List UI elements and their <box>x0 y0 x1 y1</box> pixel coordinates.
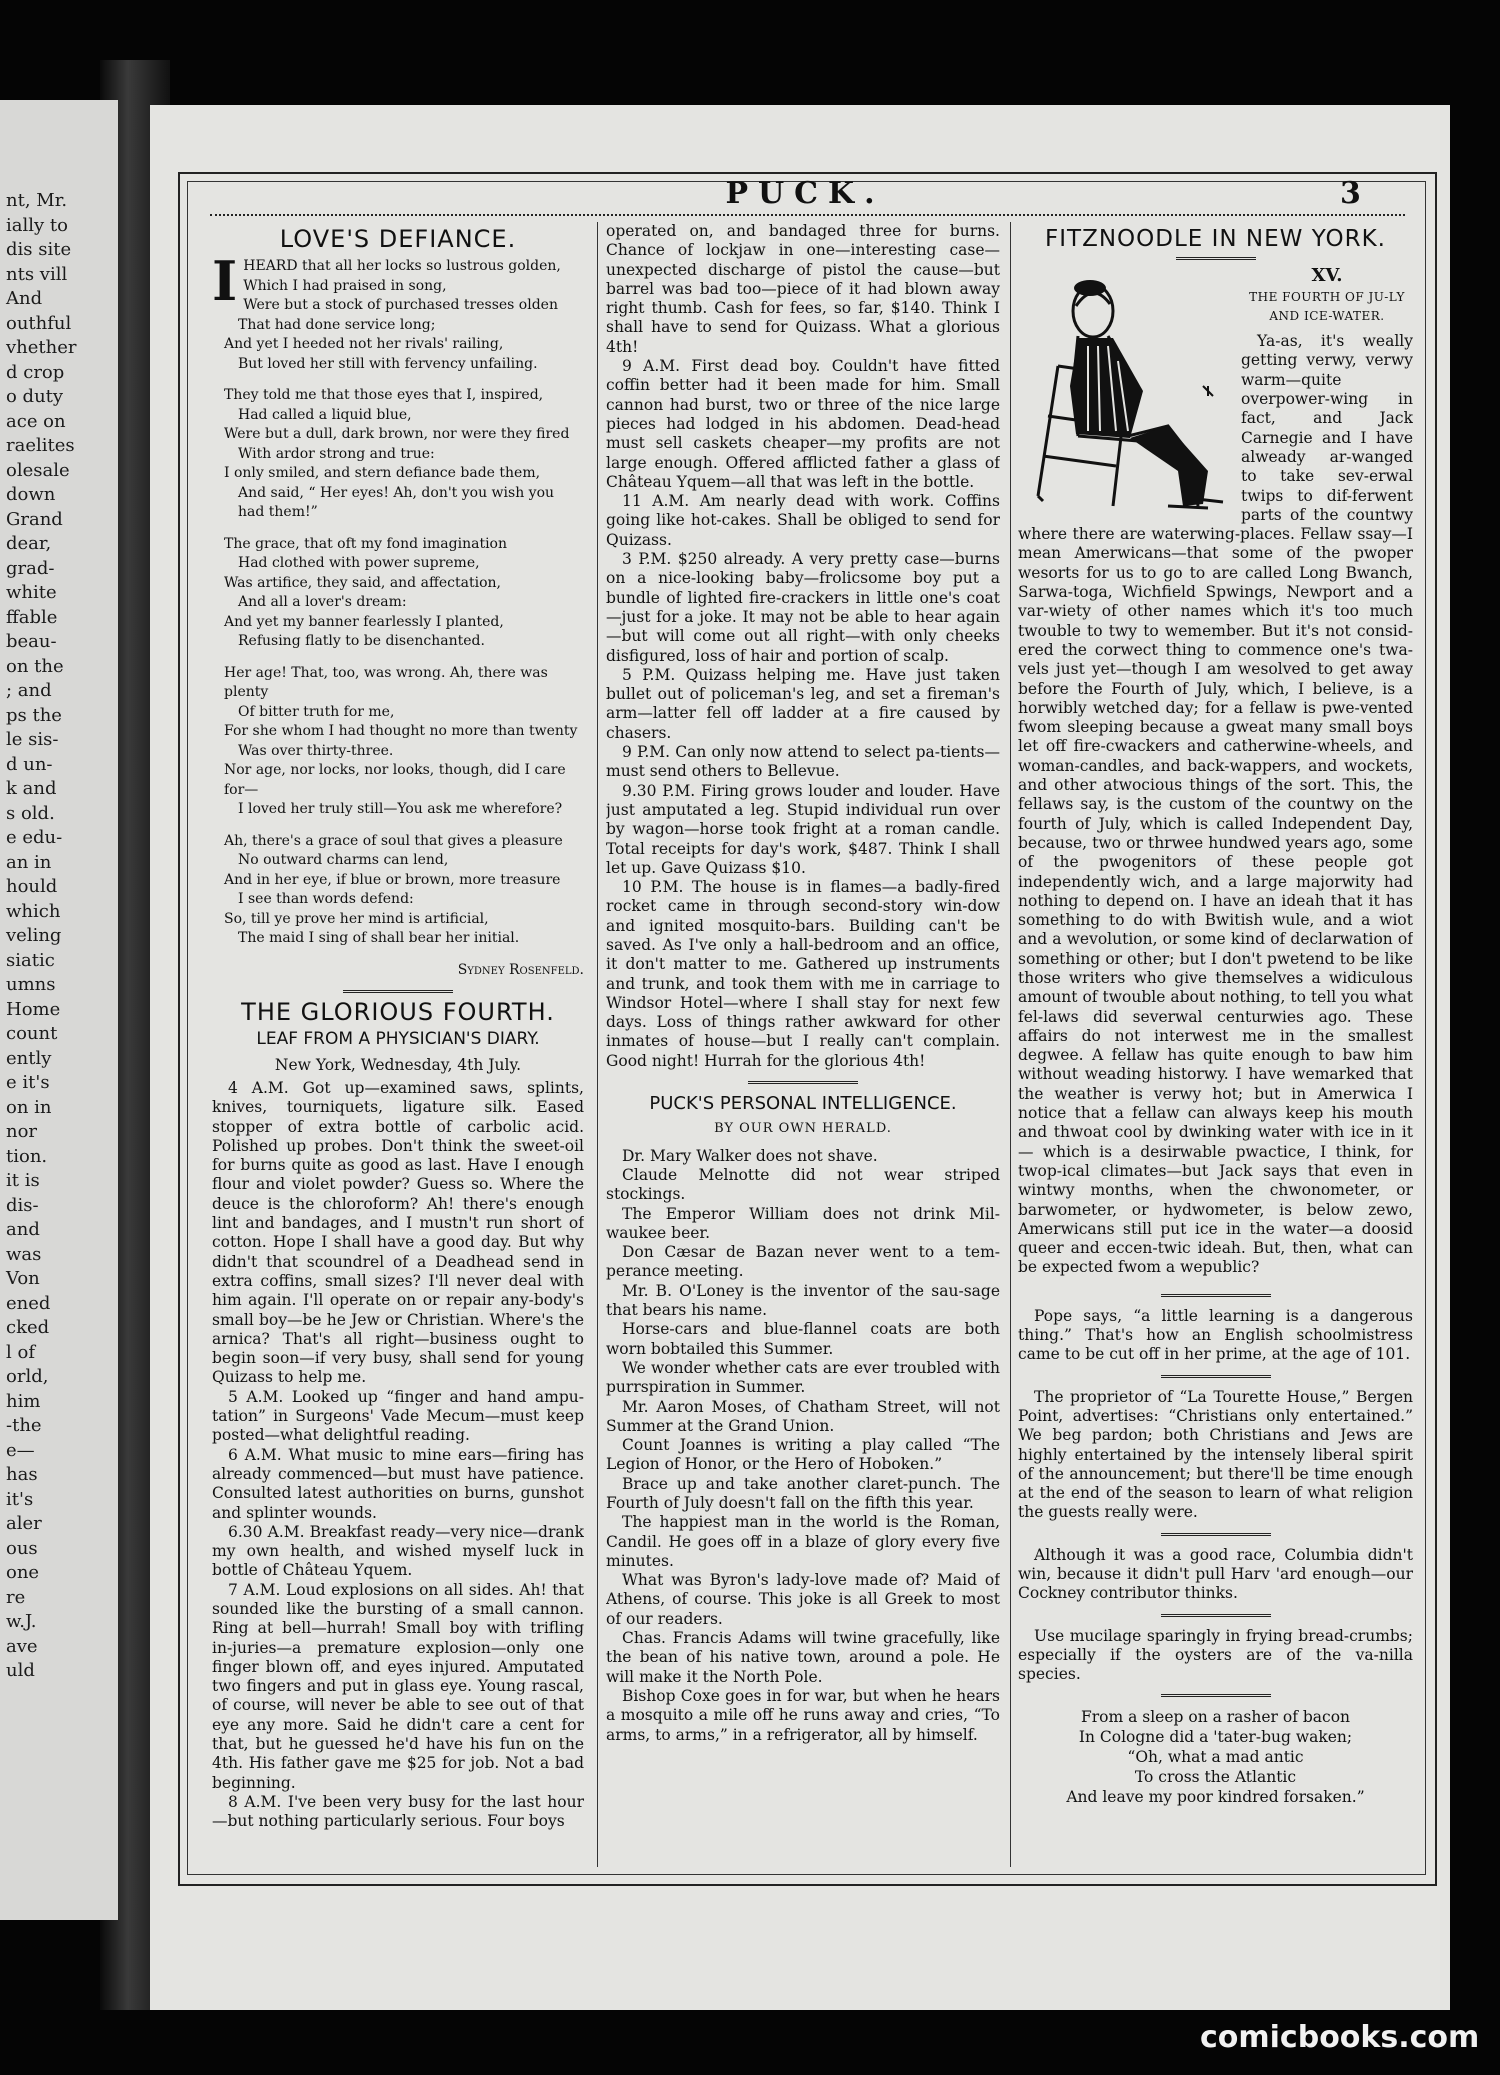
facing-page-text: aler <box>6 1513 42 1534</box>
poem-line: They told me that those eyes that I, inspired, <box>224 387 544 404</box>
personal-item: What was Byron's lady-love made of? Maid of Athens, of course. This joke is all Greek to most of our readers. <box>606 1571 1000 1628</box>
facing-page-text: Von <box>6 1268 40 1289</box>
column-3 <box>1018 222 1413 1867</box>
verse-line: From a sleep on a rasher of bacon <box>1080 1708 1351 1727</box>
poem-line: Was over thirty-three. <box>238 742 394 759</box>
diary-continued <box>606 222 1000 1071</box>
chapter-subhead: THE FOURTH OF JU-LY AND ICE-WATER. <box>1249 289 1405 323</box>
article-body: Ya-as, it's weally getting verwy, verwy warm—quite overpower-wing in fact, and Jack Carnegie and I have alweady ar-wanged to take sev-erwal twips to dif-ferwent parts of the countwy where there are waterwing-places. Fellaw ssay—I mean Amerwicans—that some of the pwoper wesorts for us to go to are called Long Bwanch, Sarwa-toga, Wichfield Spwings, Newport and a var-wiety of other names which it's too much twouble to twy to wemember. But it's not consid-ered the corwect thing to commence one's twa-vels just yet—though I am wesolved to get away before the Fourth of July, which, I believe, is a horwibly wetched day; for a fellaw is pwe-vented fwom sleeping because a gweat many small boys let off fire-cwackers and catherwine-wheels, and woman-candles, and back-wappers, and wockets, and other atwocious things of the sort. This, the fellaws say, is the custom of the countwy on the fourth of July, which is called Independent Day, because, two or thrwee hundwed years ago, some of the pwogenitors of these people got independently wich, and a large majorwity had nothing to depend on. I have an ideah that it has something to do with Bwitish wule, and a wiot and a wevolution, or some kind of declarwation of something or other; but I don't pwetend to be like those writers who give themselves a widiculous amount of twouble about nothing, to tell you what fel-laws did severwal centurwies ago. These affairs do not interwest me in the smallest degwee. A fellaw has quite enough to baw him without weading historwy. I have wemarked that the weather is verwy hot; but in Amerwica I notice that a fellaw can always keep his mouth and thwoat cool by dwinking water with ice in it— which is a desirwable pwactice, I think, for twop-ical climates—but Jack says that even in wintwy months, when the chwonometer, or barwometer, or hydwometer, is below zewo, Amerwicans still put ice in the water—a doosid queer and eccen-twic ideah. But, then, what can be expected fwom a wepublic? <box>1018 332 1413 1277</box>
diary-entry: 8 A.M. I've been very busy for the last hour—but nothing particularly serious. Four boys <box>212 1792 584 1831</box>
facing-page-text: an in <box>6 851 52 873</box>
personal-item: Horse-cars and blue-flannel coats are both worn bobtailed this Summer. <box>606 1320 1000 1358</box>
facing-page-text: le sis- <box>6 729 59 750</box>
separator <box>1176 257 1256 260</box>
facing-page-text: -the <box>6 1415 42 1436</box>
poem-line: Which I had praised in song, <box>243 277 447 294</box>
poem-line: Refusing flatly to be disenchanted. <box>238 633 485 650</box>
diary-entries <box>212 1079 584 1832</box>
masthead: PUCK. <box>725 176 885 211</box>
poem-line: Were but a stock of purchased tresses olden <box>243 297 558 314</box>
separator <box>1161 1614 1271 1617</box>
fitznoodle-illustration <box>1018 266 1233 516</box>
column-rule <box>597 222 598 1867</box>
facing-page-text: it's <box>6 1488 34 1510</box>
diary-entry: 11 A.M. Am nearly dead with work. Coffins going like hot-cakes. Shall be obliged to send for Quizass. <box>606 492 1000 549</box>
poem-line: But loved her still with fervency unfailing. <box>238 355 538 372</box>
facing-page-text: has <box>6 1464 38 1485</box>
diary-entry: 6.30 A.M. Breakfast ready—very nice—drank my own health, and wished myself luck in bottle of Château Yquem. <box>212 1522 584 1580</box>
diary-entry: 3 P.M. $250 already. A very pretty case—burns on a nice-looking baby—frolicsome boy put a bundle of lighted fire-crackers in little one's coat—just for a joke. It may not be able to hear again—but will come out all right—with only cheeks disfigured, loss of hair and portion of scalp. <box>606 550 1000 665</box>
personal-item: Brace up and take another claret-punch. The Fourth of July doesn't fall on the fifth this year. <box>606 1474 1000 1512</box>
poem-line: That had done service long; <box>238 316 436 333</box>
masthead-rule <box>210 214 1405 216</box>
diary-entry: operated on, and bandaged three for burns. Chance of lockjaw in one—interesting case—unexpected discharge of pistol the cause—but barrel was bad too—piece of it had blown away right thumb. Cash for fees, so far, $140. Think I shall have to send for Quizass. What a glorious 4th! <box>606 222 1000 356</box>
verse-line: And leave my poor kindred forsaken.” <box>1066 1788 1365 1807</box>
facing-page-text: siatic <box>6 949 55 971</box>
facing-page-text: w.J. <box>6 1611 37 1632</box>
facing-page-text: down <box>6 484 56 505</box>
facing-page-text: which <box>6 900 61 922</box>
facing-page-text: e it's <box>6 1072 50 1093</box>
poem-stanza <box>212 832 584 949</box>
facing-page-text: e edu- <box>6 827 63 848</box>
column-rule <box>1010 222 1011 1867</box>
facing-page-text: vhether <box>6 337 77 358</box>
separator <box>343 990 453 993</box>
poem-stanza <box>212 249 584 374</box>
section-title: PUCK'S PERSONAL INTELLIGENCE. <box>649 1093 957 1115</box>
facing-page-fragment <box>0 100 118 1920</box>
facing-page-text: ently <box>6 1047 52 1069</box>
facing-page-text: cked <box>6 1317 50 1338</box>
facing-page-text: him <box>6 1390 41 1412</box>
poem-stanza <box>212 664 584 820</box>
facing-page-text: olesale <box>6 459 70 481</box>
page-number: 3 <box>1340 176 1361 211</box>
poem-line: No outward charms can lend, <box>238 852 449 869</box>
poem <box>212 249 584 949</box>
poem-line: And said, “ Her eyes! Ah, don't you wish you had them!” <box>238 484 555 521</box>
poem-line: Of bitter truth for me, <box>238 703 395 720</box>
chapter-number: XV. <box>1311 265 1343 287</box>
personal-items <box>606 1147 1000 1745</box>
facing-page-text: count <box>6 1023 58 1044</box>
poem-stanza <box>212 386 584 523</box>
poem-line: And in her eye, if blue or brown, more treasure <box>224 871 561 888</box>
facing-page-text: nts vill <box>6 263 68 285</box>
facing-page-text: ially to <box>6 214 68 236</box>
diary-entry: 5 A.M. Looked up “finger and hand ampu-tation” in Surgeons' Vade Mecum—must keep posted—what delightful reading. <box>212 1387 584 1445</box>
poem-line: The maid I sing of shall bear her initial. <box>238 930 520 947</box>
paragraph: Although it was a good race, Columbia didn't win, because it didn't pull Harv 'ard enough—our Cockney contributor thinks. <box>1018 1545 1413 1603</box>
facing-page-text: re <box>6 1586 26 1608</box>
personal-item: Mr. B. O'Loney is the inventor of the sau-sage that bears his name. <box>606 1281 1000 1320</box>
poem-line: Nor age, nor locks, nor looks, though, did I care for— <box>224 762 566 798</box>
poem-line: With ardor strong and true: <box>238 445 435 462</box>
diary-entry: 7 A.M. Loud explosions on all sides. Ah! that sounded like the bursting of a small cannon. Ring at bell—hurrah! Small boy with trifling in-juries—a premature explosion—only one finger blown off, and eyes injured. Amputated two fingers and put in glass eye. Young rascal, of course, will never be able to see out of that eye any more. Said he didn't care a cent for that, but he guessed he'd have his fun on the 4th. His father gave me $25 for job. Not a bad beginning. <box>212 1580 584 1792</box>
dateline: New York, Wednesday, 4th July. <box>274 1055 522 1074</box>
facing-page-text: s old. <box>6 802 55 824</box>
facing-page-text: grad- <box>6 557 55 579</box>
facing-page-text: d un- <box>6 753 53 775</box>
poem-line: I only smiled, and stern defiance bade them, <box>224 465 541 482</box>
diary-entry: 5 P.M. Quizass helping me. Have just taken bullet out of policeman's leg, and set a fireman's arm—latter fell off ladder at a fire caused by chasers. <box>606 665 1000 742</box>
facing-page-text: Home <box>6 998 61 1020</box>
paragraph: Pope says, “a little learning is a dangerous thing.” That's how an English schoolmistress came to be cut off in her prime, at the age of 101. <box>1018 1306 1413 1364</box>
facing-page-text: o duty <box>6 386 64 407</box>
poem-line: Was artifice, they said, and affectation, <box>224 574 501 591</box>
watermark: comicbooks.com <box>1200 2020 1480 2055</box>
personal-item: Bishop Coxe goes in for war, but when he hears a mosquito a mile off he runs away and cries, “To arms, to arms,” in a refrigerator, all by himself. <box>606 1686 1000 1744</box>
verse-line: To cross the Atlantic <box>1134 1768 1297 1787</box>
personal-item: We wonder whether cats are ever troubled with purrspiration in Summer. <box>606 1358 1000 1397</box>
poem-line: Her age! That, too, was wrong. Ah, there was plenty <box>224 664 548 701</box>
facing-page-text: dis site <box>6 239 72 260</box>
facing-page-text: And <box>6 288 43 309</box>
facing-page-text: outhful <box>6 312 72 334</box>
separator <box>1161 1294 1271 1297</box>
poem-line: Had clothed with power supreme, <box>238 555 480 572</box>
personal-item: The happiest man in the world is the Roman, Candil. He goes off in a blaze of glory every five minutes. <box>606 1513 1000 1570</box>
facing-page-text: and <box>6 1219 40 1240</box>
facing-page-text: ; and <box>6 680 52 701</box>
facing-page-text: uld <box>6 1660 35 1681</box>
facing-page-text: it is <box>6 1170 40 1191</box>
personal-item: Dr. Mary Walker does not shave. <box>622 1146 878 1165</box>
facing-page-text: orld, <box>6 1366 49 1387</box>
poem-line: And all a lover's dream: <box>238 594 407 611</box>
poem-line: Were but a dull, dark brown, nor were they fired <box>224 426 570 443</box>
facing-page-text: one <box>6 1562 40 1583</box>
column-1 <box>212 222 584 1867</box>
facing-page-text: on the <box>6 655 64 677</box>
diary-entry: 9.30 P.M. Firing grows louder and louder. Have just amputated a leg. Stupid individual run over by wagon—horse took fright at a roman candle. Total receipts for day's work, $487. Think I shall let up. Gave Quizass $10. <box>606 781 1000 877</box>
facing-page-text: white <box>6 582 57 603</box>
diary-entry: 9 A.M. First dead boy. Couldn't have fitted coffin better had it been made for him. Small cannon had burst, two or three of the nice large pieces had lodged in his abdomen. Dead-head must sell caskets cheaper—my profits are not large enough. Offered afflicted father a glass of Château Yquem—all that was left in the bottle. <box>606 357 1000 491</box>
facing-page-text: ace on <box>6 410 66 432</box>
article-subtitle: LEAF FROM A PHYSICIAN'S DIARY. <box>256 1029 540 1050</box>
diary-entry: 4 A.M. Got up—examined saws, splints, knives, tourniquets, ligature silk. Eased stopper of extra bottle of carbolic acid. Polished up probes. Don't think the sweet-oil for burns quite as good as last. Have I enough flour and violet powder? Guess so. Where the deuce is the chloroform? Ah! there's enough lint and bandages, and I mustn't run short of cotton. Hope I shall have a good day. But why didn't that scoundrel of a Deadhead send in extra coffins, small sizes? I'll never deal with him again. I'll operate on or repair any-body's small boy—be he Jew or Christian. Where's the arnica? That's all right—business ought to begin soon—if very busy, shall send for young Quizass to help me. <box>212 1078 584 1387</box>
facing-page-text: beau- <box>6 631 57 652</box>
facing-page-text: ened <box>6 1292 51 1314</box>
facing-page-text: nt, Mr. <box>6 190 68 211</box>
poem-line: And yet I heeded not her rivals' railing, <box>224 336 504 353</box>
facing-page-text: e— <box>6 1439 35 1461</box>
verse-line: In Cologne did a 'tater-bug waken; <box>1078 1728 1353 1747</box>
diary-entry: 10 P.M. The house is in flames—a badly-fired rocket came in through second-story win-dow and ignited mosquito-bars. Building can't be saved. As I've only a hall-bedroom and an office, it don't matter to me. Gathered up instruments and trunk, and took them with me in carriage to Windsor Hotel—where I shall stay for next few days. Loss of things rather awkward for other inmates of house—but I really can't complain. Good night! Hurrah for the glorious 4th! <box>606 878 1000 1070</box>
facing-page-text: dis- <box>6 1194 39 1216</box>
paragraph: The proprietor of “La Tourette House,” Bergen Point, advertises: “Christians only entertained.” We beg pardon; both Christians and Jews are highly entertained by the intensely liberal spirit of the announcement; but there'll be time enough at the end of the season to learn of what religion the guests really were. <box>1018 1387 1413 1522</box>
facing-page-text: tion. <box>6 1145 48 1167</box>
poem-line: The grace, that oft my fond imagination <box>224 535 507 552</box>
separator <box>1161 1375 1271 1378</box>
limerick <box>1018 1707 1413 1807</box>
personal-item: The Emperor William does not drink Mil-waukee beer. <box>606 1204 1000 1242</box>
facing-page-text: ps the <box>6 704 62 726</box>
personal-item: Don Cæsar de Bazan never went to a tem-perance meeting. <box>606 1243 1000 1281</box>
facing-page-text: on in <box>6 1096 52 1118</box>
column-2 <box>606 222 1000 1867</box>
facing-page-text: dear, <box>6 533 52 554</box>
poem-line: I loved her truly still—You ask me wherefore? <box>238 801 563 818</box>
facing-page-text: ffable <box>6 606 58 628</box>
verse-line: “Oh, what a mad antic <box>1127 1748 1304 1767</box>
poem-line: I see than words defend: <box>238 891 414 908</box>
facing-page-text: veling <box>6 925 62 946</box>
poem-title: LOVE'S DEFIANCE. <box>279 225 517 253</box>
facing-page-text: d crop <box>6 361 65 383</box>
personal-item: Mr. Aaron Moses, of Chatham Street, will not Summer at the Grand Union. <box>606 1397 1000 1435</box>
facing-page-text: raelites <box>6 435 75 456</box>
diary-entry: 6 A.M. What music to mine ears—firing has already commenced—but must have patience. Consulted latest authorities on burns, gunshot and splinter wounds. <box>212 1445 584 1522</box>
poem-stanza <box>212 535 584 652</box>
facing-page-text: umns <box>6 974 56 995</box>
separator <box>748 1081 858 1084</box>
poem-line: And yet my banner fearlessly I planted, <box>224 613 504 630</box>
poem-line: HEARD that all her locks so lustrous golden, <box>243 258 561 275</box>
personal-item: Count Joannes is writing a play called “The Legion of Honor, or the Hero of Hoboken.” <box>606 1436 1000 1474</box>
paragraph: Use mucilage sparingly in frying bread-crumbs; especially if the oysters are of the va-nilla species. <box>1018 1626 1413 1684</box>
article-title: THE GLORIOUS FOURTH. <box>241 998 555 1027</box>
facing-page-text: k and <box>6 778 57 799</box>
diary-entry: 9 P.M. Can only now attend to select pa-tients—must send others to Bellevue. <box>606 743 1000 781</box>
facing-page-text: was <box>6 1243 42 1265</box>
facing-page-text: hould <box>6 876 58 897</box>
poem-line: Had called a liquid blue, <box>238 406 412 423</box>
facing-page-text: ous <box>6 1537 38 1559</box>
article-title: FITZNOODLE IN NEW YORK. <box>1045 226 1386 252</box>
byline: BY OUR OWN HERALD. <box>714 1121 892 1137</box>
facing-page-text: l of <box>6 1341 35 1363</box>
poem-line: So, till ye prove her mind is artificial, <box>224 910 489 927</box>
poem-signature: Sydney Rosenfeld. <box>457 961 584 978</box>
drop-cap: I <box>212 249 238 314</box>
poem-line: Ah, there's a grace of soul that gives a pleasure <box>224 832 563 849</box>
facing-page-text: Grand <box>6 508 63 530</box>
personal-item: Claude Melnotte did not wear striped stockings. <box>606 1165 1000 1204</box>
facing-page-text: nor <box>6 1121 38 1142</box>
separator <box>1161 1694 1271 1697</box>
personal-item: Chas. Francis Adams will twine gracefully, like the bean of his native town, around a pole. He will make it the North Pole. <box>606 1629 1000 1686</box>
poem-line: For she whom I had thought no more than twenty <box>224 723 578 740</box>
separator <box>1161 1533 1271 1536</box>
facing-page-text: ave <box>6 1635 38 1657</box>
